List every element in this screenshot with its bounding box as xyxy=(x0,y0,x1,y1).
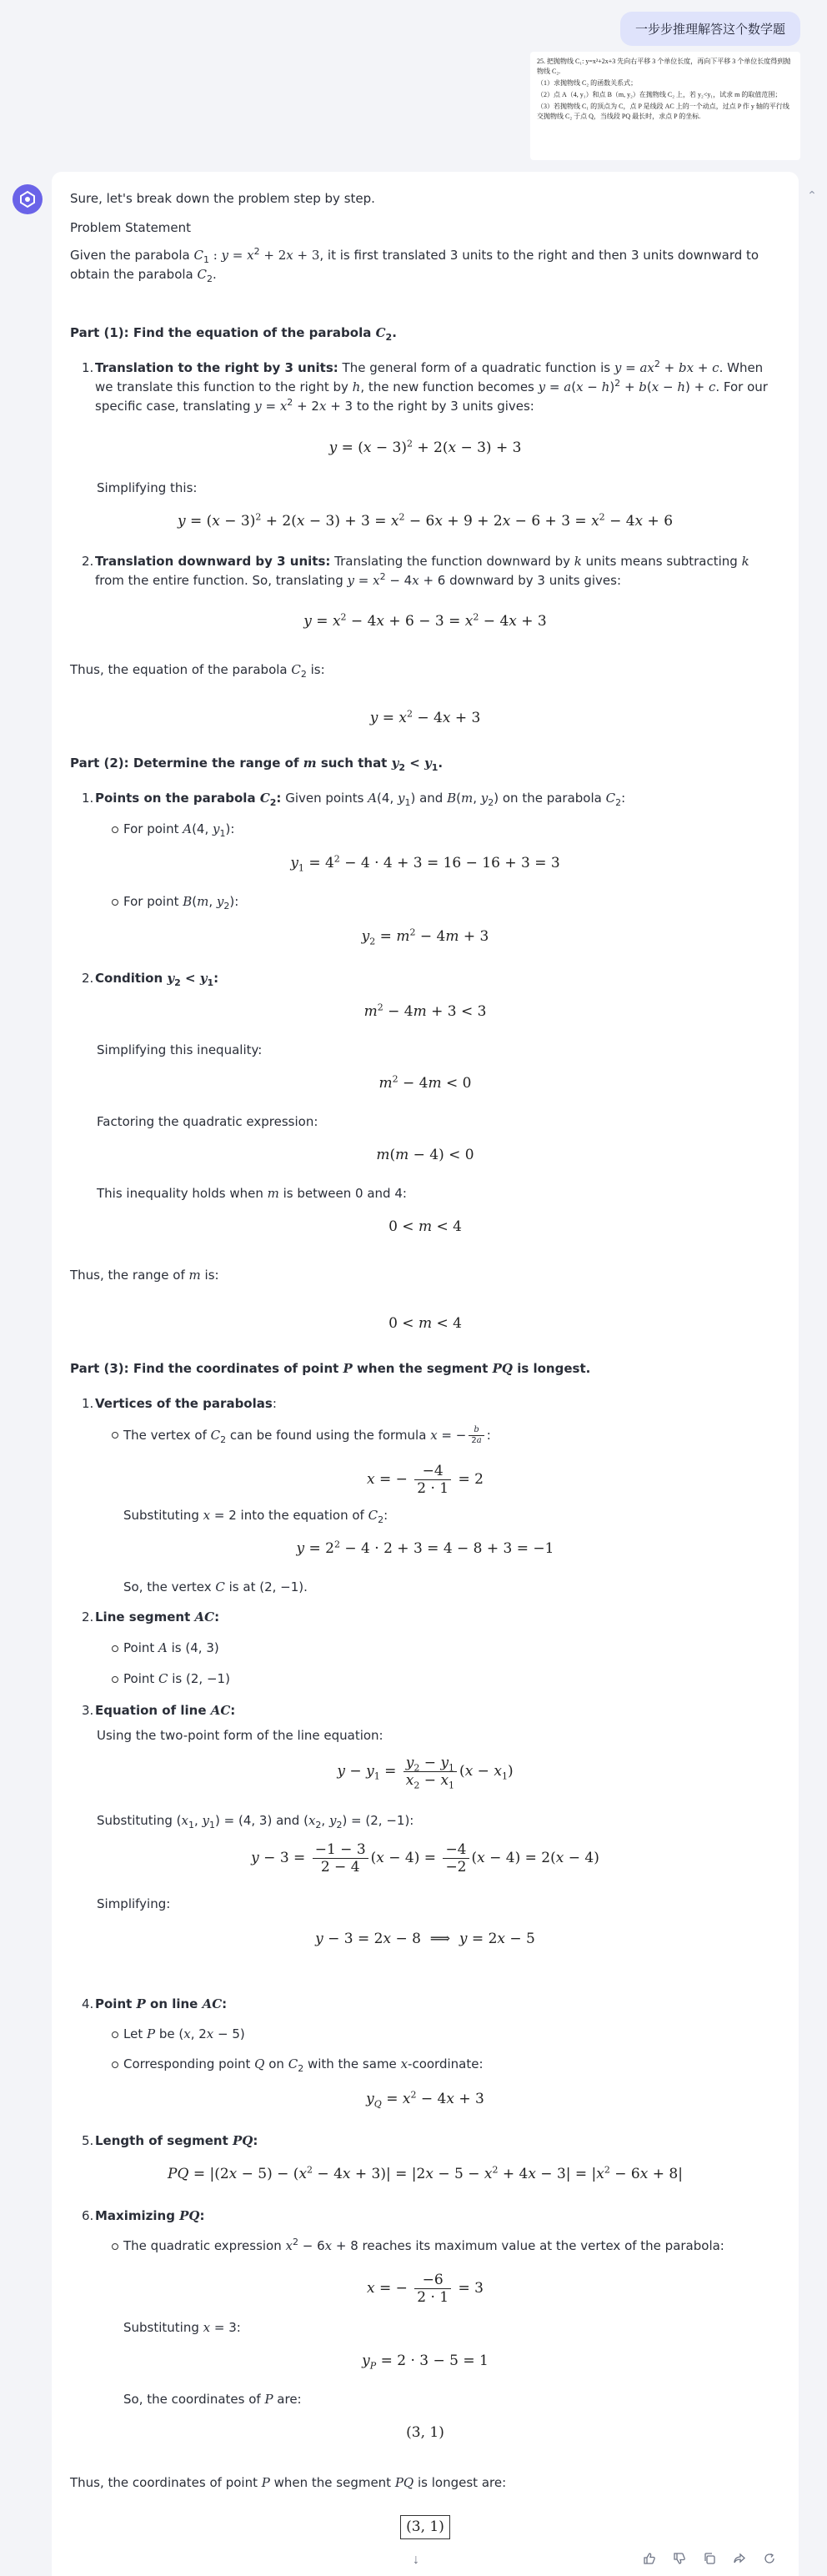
simplifying-label: Simplifying this: xyxy=(97,480,198,495)
thus-c2-text: Thus, the equation of the parabola $C_2$ is: xyxy=(70,662,325,680)
equation: $y = x^2 - 4x + 3$ xyxy=(369,708,481,726)
simplifying-inequality-label: Simplifying this inequality: xyxy=(97,1042,263,1057)
bullet-let-p: Let P be (x, 2x − 5) xyxy=(70,2025,245,2044)
given-paragraph: Given the parabola $C_1$ : $y = x^2 + 2x + 3$, it is first translated 3 units to the right and then 3 units downward to obtain the parabola $C_2$. xyxy=(70,246,759,284)
thumbs-up-icon[interactable] xyxy=(640,2549,659,2568)
part3-step5: 5. Length of segment PQ: xyxy=(82,2133,258,2148)
equation: (3, 1) xyxy=(406,2424,444,2441)
attached-problem-image[interactable] xyxy=(530,52,800,160)
part3-step2: 2. Line segment AC: xyxy=(82,1609,220,1624)
bullet-quad-expression: The quadratic expression $x^2 - 6x + 8$ reaches its maximum value at the vertex of the parabola: xyxy=(70,2237,724,2256)
arrow-down-icon[interactable]: ↓ xyxy=(413,2553,419,2567)
equation: $y = (x - 3)^2 + 2(x - 3) + 3$ xyxy=(328,438,522,456)
attachment-line: 25. 把抛物线 C₁: y=x²+2x+3 先向右平移 3 个单位长度，再向下平移 3 个单位长度得到抛物线 C₂. xyxy=(537,58,791,75)
bullet-point-a-coord: Point A is (4, 3) xyxy=(70,1639,219,1658)
factoring-label: Factoring the quadratic expression: xyxy=(97,1114,318,1129)
assistant-logo-icon xyxy=(13,184,43,214)
answer-card xyxy=(52,172,799,2576)
equation: $y = (x - 3)^2 + 2(x - 3) + 3 = x^2 - 6x + 9 + 2x - 6 + 3 = x^2 - 4x + 6$ xyxy=(177,511,674,530)
equation: $y_Q = x^2 - 4x + 3$ xyxy=(366,2089,484,2110)
two-point-label: Using the two-point form of the line equation: xyxy=(97,1728,383,1743)
equation: $y_1 = 4^2 - 4 \cdot 4 + 3 = 16 - 16 + 3 = 3$ xyxy=(290,853,560,874)
bullet-vertex: The vertex of $C_2$ can be found using the formula x = − $\frac{b}{2a}$ : xyxy=(70,1425,491,1446)
substituting-points-label: Substituting ($x_1$, $y_1) = (4$, 3) and ($x_2$, $y_2) = (2$, −1): xyxy=(97,1813,414,1830)
part3-step6: 6. Maximizing PQ: xyxy=(82,2208,205,2223)
bullet-point-q: Corresponding point Q on $C_2$ with the same x-coordinate: xyxy=(70,2055,484,2074)
vertex-result: So, the vertex C is at (2, −1). xyxy=(123,1579,308,1594)
substituting-x3-label: Substituting x = 3: xyxy=(123,2320,241,2335)
equation: $y_P = 2 \cdot 3 - 5 = 1$ xyxy=(362,2353,489,2372)
equation: 0 < m < 4 xyxy=(388,1218,462,1235)
substituting-label: Substituting x = 2 into the equation of $C_2$: xyxy=(123,1508,388,1525)
coords-p-label: So, the coordinates of P are: xyxy=(123,2392,302,2407)
part1-heading: Part (1): Find the equation of the parabola $C_2$. xyxy=(70,325,397,343)
equation: $y = 2^2 - 4 \cdot 2 + 3 = 4 - 8 + 3 = -1$ xyxy=(296,1539,554,1557)
equation: y − 3 = $\frac{-1 - 3}{2 - 4}$ (x − 4) = $\frac{-4}{-2}$ (x − 4) = 2(x − 4) xyxy=(251,1841,599,1876)
equation: $y = x^2 - 4x + 6 - 3 = x^2 - 4x + 3$ xyxy=(303,611,547,630)
simplifying-label: Simplifying: xyxy=(97,1896,171,1911)
part3-step3: 3. Equation of line AC: xyxy=(82,1703,236,1718)
final-answer-box: (3, 1) xyxy=(70,2515,780,2539)
attachment-line: （2）点 A（4, y₁）和点 B（m, y₂）在抛物线 C₂ 上，若 y₂<y₁，试求 m 的取值范围； xyxy=(537,91,782,98)
copy-icon[interactable] xyxy=(700,2549,719,2568)
message-actions xyxy=(640,2549,779,2568)
equation: 0 < m < 4 xyxy=(388,1315,462,1332)
part3-step1: 1. Vertices of the parabolas: xyxy=(82,1396,277,1411)
part1-step1: 1. Translation to the right by 3 units: The general form of a quadratic function is $y = ax^2$ + bx + c. When we translate this function to the right by h, the new function becomes $y = a(x - h)^2 + b(x - h) + c$. For our specific case, translating $y = x^2 + 2x + 3$ to the right by 3 units gives: xyxy=(82,359,768,414)
bullet-point-c-coord: Point C is (2, −1) xyxy=(70,1670,230,1689)
part1-step2: 2. Translation downward by 3 units: Translating the function downward by k units means subtracting k from the entire function. So, translating $y = x^2 - 4x + 6$ downward by 3 units gives: xyxy=(82,554,749,588)
equation: $m^2 - 4m + 3 < 3$ xyxy=(363,1002,487,1020)
holds-label: This inequality holds when m is between 0 and 4: xyxy=(97,1186,407,1201)
part3-step4: 4. Point P on line AC: xyxy=(82,1996,228,2011)
equation: $m^2 - 4m < 0$ xyxy=(378,1073,472,1092)
problem-statement-heading: Problem Statement xyxy=(70,220,192,235)
share-icon[interactable] xyxy=(730,2549,749,2568)
equation: x = − $\frac{-6}{2 \cdot 1}$ = 3 xyxy=(366,2272,484,2306)
part2-heading: Part (2): Determine the range of m such that $y_2 < y_1$. xyxy=(70,756,444,773)
thus-range-text: Thus, the range of m is: xyxy=(70,1268,219,1283)
attachment-line: （1）求抛物线 C₂ 的函数关系式； xyxy=(537,79,638,87)
bullet-point-a: For point A(4, $y_1$): xyxy=(70,820,234,839)
equation: $y - y_1$ = $\frac{y_2 - y_1}{x_2 - x_1}$ $(x - x_1)$ xyxy=(337,1755,514,1791)
intro-text: Sure, let's break down the problem step by step. xyxy=(70,191,375,206)
thumbs-down-icon[interactable] xyxy=(670,2549,689,2568)
regenerate-icon[interactable] xyxy=(760,2549,779,2568)
equation: $y_2 = m^2 - 4m + 3$ xyxy=(361,926,489,947)
equation: x = − $\frac{-4}{2 \cdot 1}$ = 2 xyxy=(366,1463,484,1497)
attachment-line: （3）若抛物线 C₁ 的顶点为 C，点 P 是线段 AC 上的一个动点，过点 P 作 y 轴的平行线交抛物线 C₂ 于点 Q，当线段 PQ 最长时，求点 P 的坐标. xyxy=(537,103,789,120)
user-prompt-bubble: 一步步推理解答这个数学题 xyxy=(620,12,800,46)
bullet-point-b: For point B(m, $y_2$): xyxy=(70,892,238,911)
equation: y − 3 = 2x − 8 ⟹ y = 2x − 5 xyxy=(315,1931,535,1947)
final-answer-text: Thus, the coordinates of point P when the segment PQ is longest are: xyxy=(70,2475,507,2490)
equation: PQ = $|(2x - 5) - (x^2 - 4x + 3)| = |2x - 5 - x^2 + 4x - 3| = |x^2 - 6x + 8|$ xyxy=(168,2164,683,2182)
part2-step1: 1. Points on the parabola $C_2$: Given points A(4, $y_1$) and B(m, $y_2$) on the parabola $C_2$: xyxy=(82,791,626,808)
chevron-up-icon[interactable]: ⌃ xyxy=(807,188,817,202)
part3-heading: Part (3): Find the coordinates of point P when the segment PQ is longest. xyxy=(70,1361,591,1376)
part2-step2: 2. Condition $y_2 < y_1$: xyxy=(82,971,219,988)
equation: m(m − 4) < 0 xyxy=(376,1147,474,1163)
